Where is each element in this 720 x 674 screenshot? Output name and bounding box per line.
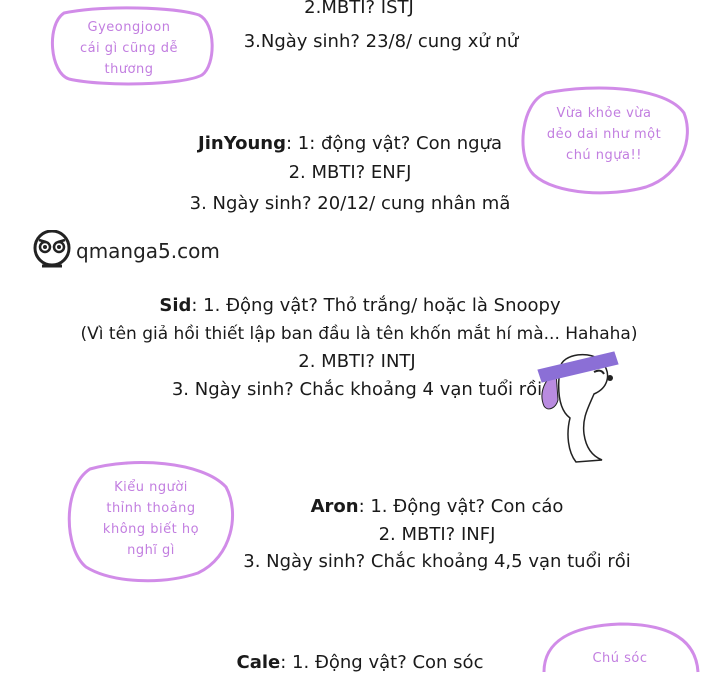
aron-animal-text: : 1. Động vật? Con cáo — [358, 496, 564, 517]
sid-name: Sid — [159, 295, 192, 316]
bubble-line: thương — [104, 62, 154, 77]
bubble-line: dẻo dai như một — [546, 127, 662, 142]
owl-eyes-icon — [32, 230, 72, 270]
top-birthday: 3.Ngày sinh? 23/8/ cung xử nử — [243, 31, 519, 52]
bubble-line: cái gì cũng dễ — [79, 41, 179, 56]
speech-bubble-aron — [62, 457, 240, 585]
bubble-line: Vừa khỏe vừa — [556, 106, 652, 121]
sid-animal — [159, 295, 560, 317]
bubble-line: Chú sóc — [592, 651, 648, 666]
jinyoung-birthday: 3. Ngày sinh? 20/12/ cung nhân mã — [189, 193, 511, 214]
jinyoung-animal — [198, 133, 502, 155]
watermark-text: qmanga5.com — [76, 239, 220, 263]
aron-animal — [311, 496, 564, 518]
aron-mbti: 2. MBTI? INFJ — [378, 524, 496, 545]
bubble-line: nghĩ gì — [127, 543, 175, 558]
speech-bubble-gyeongjoon — [44, 5, 214, 87]
cale-name: Cale — [236, 652, 281, 673]
jinyoung-animal-text: : 1: động vật? Con ngựa — [285, 133, 502, 154]
top-mbti: 2.MBTI? ISTJ — [304, 0, 414, 18]
bubble-line: chú ngựa!! — [566, 148, 642, 163]
aron-name: Aron — [310, 496, 359, 517]
speech-bubble-squirrel — [540, 622, 700, 667]
snoopy-doodle-icon — [532, 348, 622, 468]
site-watermark — [32, 230, 252, 270]
speech-bubble-horse — [516, 83, 692, 195]
cale-animal-text: : 1. Động vật? Con sóc — [280, 652, 484, 673]
sid-note: (Vì tên giả hồi thiết lập ban đầu là tên khốn mắt hí mà... Hahaha) — [80, 324, 638, 344]
bubble-line: Gyeongjoon — [87, 20, 171, 35]
bubble-line: thỉnh thoảng — [106, 501, 196, 516]
aron-birthday: 3. Ngày sinh? Chắc khoảng 4,5 vạn tuổi rồi — [243, 551, 631, 572]
sid-birthday: 3. Ngày sinh? Chắc khoảng 4 vạn tuổi rồi — [171, 379, 543, 400]
bubble-line: Kiểu người — [114, 480, 188, 495]
bubble-line: không biết họ — [102, 522, 200, 537]
cale-animal — [237, 652, 484, 674]
sid-animal-text: : 1. Động vật? Thỏ trắng/ hoặc là Snoopy — [191, 295, 561, 316]
jinyoung-mbti: 2. MBTI? ENFJ — [288, 162, 412, 183]
sid-mbti: 2. MBTI? INTJ — [298, 351, 416, 372]
jinyoung-name: JinYoung — [198, 133, 286, 154]
